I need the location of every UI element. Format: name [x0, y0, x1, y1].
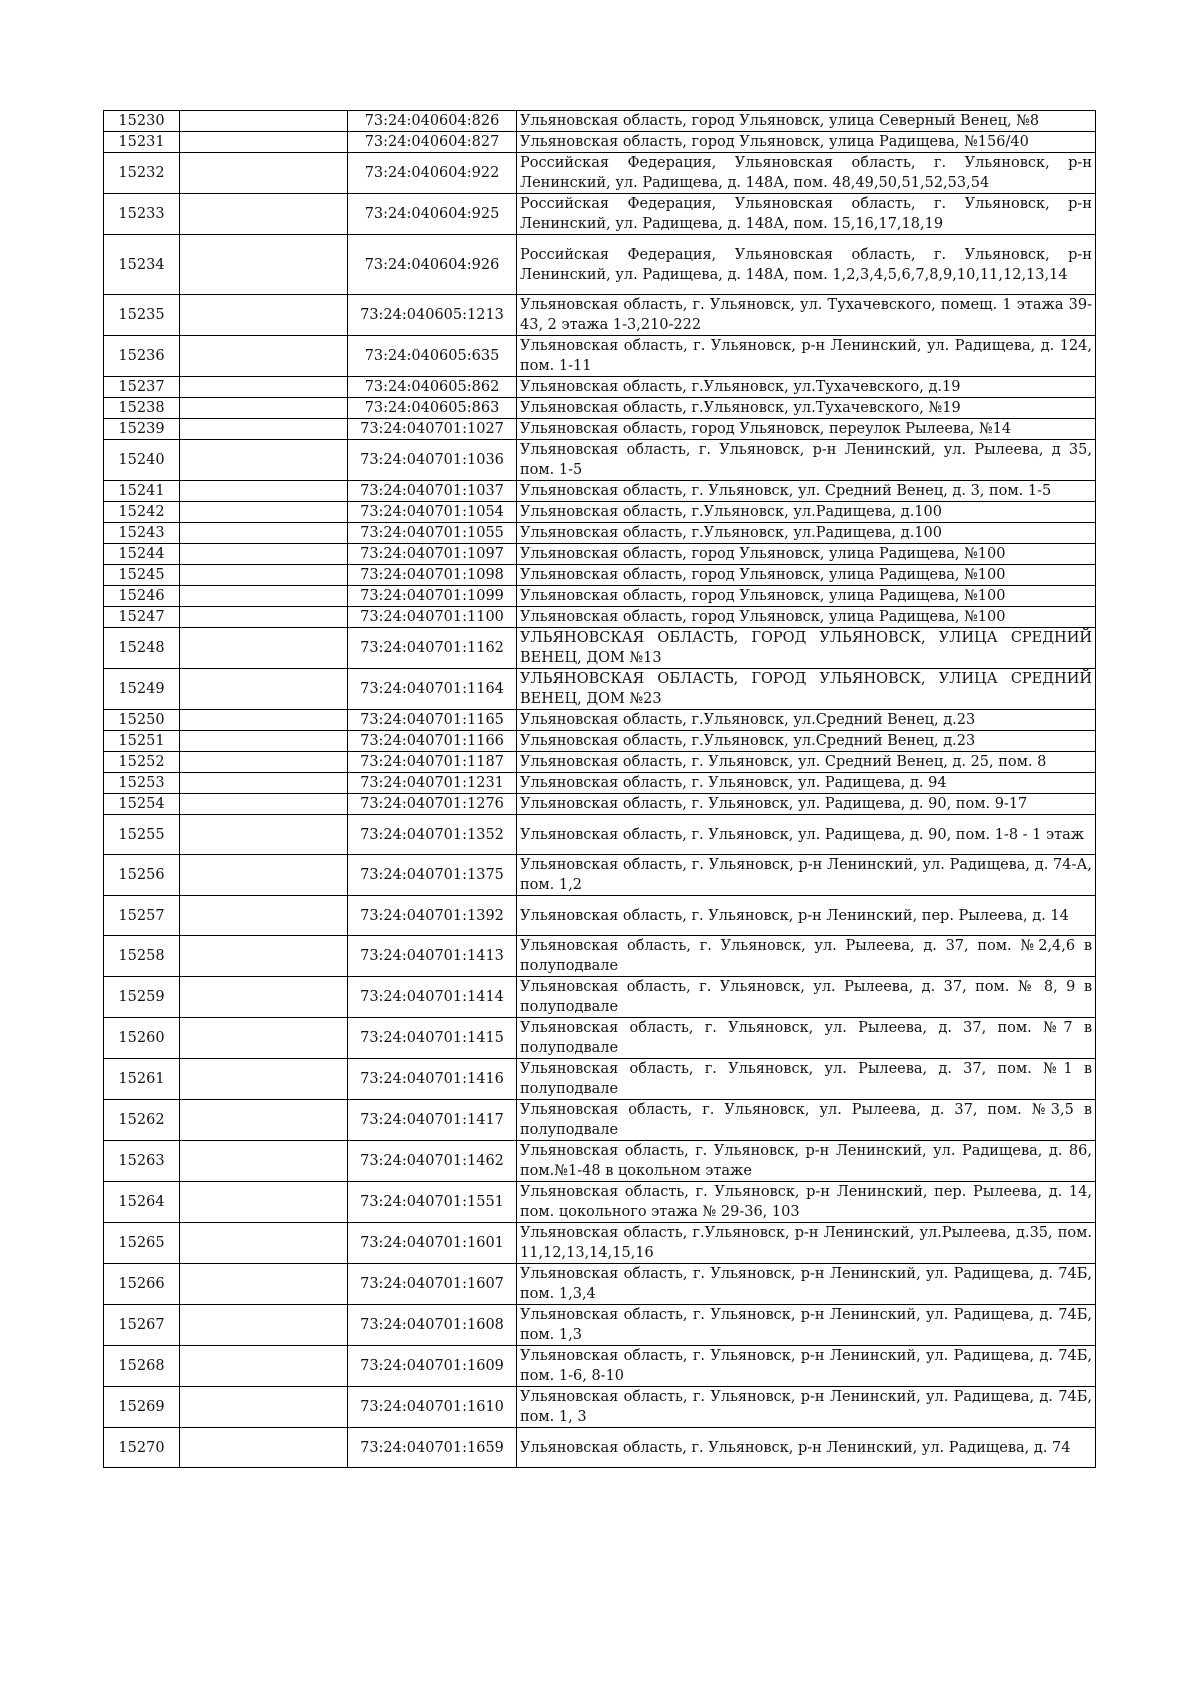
- address: Ульяновская область, город Ульяновск, улица Радищева, №100: [517, 565, 1096, 586]
- empty-cell: [180, 607, 348, 628]
- address: Ульяновская область, г. Ульяновск, р-н Ленинский, ул. Радищева, д. 86, пом.№1-48 в цокольном этаже: [517, 1141, 1096, 1182]
- row-number: 15251: [104, 731, 180, 752]
- cadastral-number: 73:24:040701:1098: [348, 565, 517, 586]
- address: Ульяновская область, г.Ульяновск, ул.Радищева, д.100: [517, 502, 1096, 523]
- address: Российская Федерация, Ульяновская область, г. Ульяновск, р-н Ленинский, ул. Радищева, д. 148А, пом. 1,2,3,4,5,6,7,8,9,10,11,12,13,14: [517, 235, 1096, 295]
- row-number: 15258: [104, 936, 180, 977]
- empty-cell: [180, 419, 348, 440]
- address: Ульяновская область, г. Ульяновск, р-н Ленинский, ул. Радищева, д. 74: [517, 1428, 1096, 1468]
- table-row: [104, 1182, 1096, 1223]
- row-number: 15240: [104, 440, 180, 481]
- table-row: [104, 936, 1096, 977]
- cadastral-number: 73:24:040701:1607: [348, 1264, 517, 1305]
- cadastral-number: 73:24:040701:1165: [348, 710, 517, 731]
- row-number: 15239: [104, 419, 180, 440]
- empty-cell: [180, 440, 348, 481]
- empty-cell: [180, 1059, 348, 1100]
- table-row: [104, 565, 1096, 586]
- cadastral-number: 73:24:040701:1100: [348, 607, 517, 628]
- row-number: 15235: [104, 295, 180, 336]
- row-number: 15263: [104, 1141, 180, 1182]
- cadastral-number: 73:24:040605:862: [348, 377, 517, 398]
- cadastral-number: 73:24:040604:922: [348, 153, 517, 194]
- row-number: 15255: [104, 815, 180, 855]
- cadastral-number: 73:24:040701:1276: [348, 794, 517, 815]
- cadastral-number: 73:24:040701:1231: [348, 773, 517, 794]
- cadastral-number: 73:24:040701:1608: [348, 1305, 517, 1346]
- row-number: 15248: [104, 628, 180, 669]
- row-number: 15267: [104, 1305, 180, 1346]
- cadastral-number: 73:24:040701:1415: [348, 1018, 517, 1059]
- cadastral-number: 73:24:040701:1375: [348, 855, 517, 896]
- empty-cell: [180, 1428, 348, 1468]
- row-number: 15257: [104, 896, 180, 936]
- empty-cell: [180, 132, 348, 153]
- table-row: [104, 440, 1096, 481]
- row-number: 15269: [104, 1387, 180, 1428]
- table-row: [104, 1387, 1096, 1428]
- row-number: 15247: [104, 607, 180, 628]
- cadastral-number: 73:24:040701:1352: [348, 815, 517, 855]
- cadastral-number: 73:24:040701:1609: [348, 1346, 517, 1387]
- address: Ульяновская область, г.Ульяновск, р-н Ленинский, ул.Рылеева, д.35, пом. 11,12,13,14,15,16: [517, 1223, 1096, 1264]
- row-number: 15264: [104, 1182, 180, 1223]
- table-row: [104, 153, 1096, 194]
- row-number: 15254: [104, 794, 180, 815]
- empty-cell: [180, 1387, 348, 1428]
- row-number: 15249: [104, 669, 180, 710]
- empty-cell: [180, 565, 348, 586]
- row-number: 15233: [104, 194, 180, 235]
- address: Ульяновская область, г.Ульяновск, ул.Средний Венец, д.23: [517, 731, 1096, 752]
- address: Ульяновская область, г.Ульяновск, ул.Средний Венец, д.23: [517, 710, 1096, 731]
- address: Ульяновская область, г. Ульяновск, ул. Радищева, д. 90, пом. 1-8 - 1 этаж: [517, 815, 1096, 855]
- cadastral-number: 73:24:040701:1659: [348, 1428, 517, 1468]
- empty-cell: [180, 936, 348, 977]
- empty-cell: [180, 502, 348, 523]
- table-row: [104, 977, 1096, 1018]
- cadastral-number: 73:24:040701:1551: [348, 1182, 517, 1223]
- address: Ульяновская область, город Ульяновск, улица Радищева, №156/40: [517, 132, 1096, 153]
- address: Ульяновская область, г. Ульяновск, р-н Ленинский, ул. Рылеева, д 35, пом. 1-5: [517, 440, 1096, 481]
- empty-cell: [180, 669, 348, 710]
- table-row: [104, 586, 1096, 607]
- empty-cell: [180, 1305, 348, 1346]
- table-row: [104, 295, 1096, 336]
- table-row: [104, 815, 1096, 855]
- empty-cell: [180, 544, 348, 565]
- address: Ульяновская область, г. Ульяновск, ул. Рылеева, д. 37, пом. №1 в полуподвале: [517, 1059, 1096, 1100]
- cadastral-number: 73:24:040701:1097: [348, 544, 517, 565]
- row-number: 15245: [104, 565, 180, 586]
- empty-cell: [180, 752, 348, 773]
- empty-cell: [180, 194, 348, 235]
- cadastral-number: 73:24:040701:1055: [348, 523, 517, 544]
- empty-cell: [180, 1182, 348, 1223]
- empty-cell: [180, 523, 348, 544]
- table-row: [104, 1100, 1096, 1141]
- empty-cell: [180, 855, 348, 896]
- cadastral-number: 73:24:040701:1392: [348, 896, 517, 936]
- address: Ульяновская область, г. Ульяновск, ул. Рылеева, д. 37, пом. № 8, 9 в полуподвале: [517, 977, 1096, 1018]
- empty-cell: [180, 377, 348, 398]
- cadastral-number: 73:24:040701:1036: [348, 440, 517, 481]
- address: Ульяновская область, г. Ульяновск, р-н Ленинский, ул. Радищева, д. 74Б, пом. 1, 3: [517, 1387, 1096, 1428]
- address: УЛЬЯНОВСКАЯ ОБЛАСТЬ, ГОРОД УЛЬЯНОВСК, УЛИЦА СРЕДНИЙ ВЕНЕЦ, ДОМ №23: [517, 669, 1096, 710]
- row-number: 15261: [104, 1059, 180, 1100]
- row-number: 15236: [104, 336, 180, 377]
- empty-cell: [180, 710, 348, 731]
- address: Ульяновская область, г. Ульяновск, ул. Рылеева, д. 37, пом. №3,5 в полуподвале: [517, 1100, 1096, 1141]
- table-row: [104, 1059, 1096, 1100]
- empty-cell: [180, 1264, 348, 1305]
- row-number: 15262: [104, 1100, 180, 1141]
- address: Ульяновская область, город Ульяновск, улица Радищева, №100: [517, 607, 1096, 628]
- cadastral-number: 73:24:040701:1417: [348, 1100, 517, 1141]
- address: Ульяновская область, г. Ульяновск, р-н Ленинский, ул. Радищева, д. 74Б, пом. 1-6, 8-10: [517, 1346, 1096, 1387]
- row-number: 15231: [104, 132, 180, 153]
- address: Ульяновская область, г.Ульяновск, ул.Тухачевского, №19: [517, 398, 1096, 419]
- cadastral-number: 73:24:040701:1416: [348, 1059, 517, 1100]
- address: Ульяновская область, г. Ульяновск, р-н Ленинский, пер. Рылеева, д. 14: [517, 896, 1096, 936]
- cadastral-number: 73:24:040701:1099: [348, 586, 517, 607]
- empty-cell: [180, 896, 348, 936]
- table-row: [104, 628, 1096, 669]
- table-body: [104, 111, 1096, 1468]
- address: Ульяновская область, г. Ульяновск, ул. Средний Венец, д. 3, пом. 1-5: [517, 481, 1096, 502]
- row-number: 15234: [104, 235, 180, 295]
- empty-cell: [180, 794, 348, 815]
- table-row: [104, 731, 1096, 752]
- cadastral-number: 73:24:040701:1187: [348, 752, 517, 773]
- empty-cell: [180, 153, 348, 194]
- table-row: [104, 752, 1096, 773]
- empty-cell: [180, 1346, 348, 1387]
- table-row: [104, 710, 1096, 731]
- empty-cell: [180, 1141, 348, 1182]
- empty-cell: [180, 1100, 348, 1141]
- address: Ульяновская область, г. Ульяновск, ул. Тухачевского, помещ. 1 этажа 39-43, 2 этажа 1-3,210-222: [517, 295, 1096, 336]
- table-row: [104, 398, 1096, 419]
- table-row: [104, 481, 1096, 502]
- table-row: [104, 1428, 1096, 1468]
- table-row: [104, 194, 1096, 235]
- address: Ульяновская область, г.Ульяновск, ул.Тухачевского, д.19: [517, 377, 1096, 398]
- table-row: [104, 502, 1096, 523]
- cadastral-number: 73:24:040701:1414: [348, 977, 517, 1018]
- row-number: 15252: [104, 752, 180, 773]
- table-row: [104, 1141, 1096, 1182]
- table-row: [104, 544, 1096, 565]
- address: Ульяновская область, город Ульяновск, улица Радищева, №100: [517, 544, 1096, 565]
- cadastral-number: 73:24:040701:1601: [348, 1223, 517, 1264]
- cadastral-number: 73:24:040604:925: [348, 194, 517, 235]
- cadastral-registry-table: [103, 110, 1096, 1468]
- cadastral-number: 73:24:040605:635: [348, 336, 517, 377]
- address: Ульяновская область, г. Ульяновск, ул. Средний Венец, д. 25, пом. 8: [517, 752, 1096, 773]
- empty-cell: [180, 295, 348, 336]
- table-row: [104, 1018, 1096, 1059]
- empty-cell: [180, 815, 348, 855]
- row-number: 15238: [104, 398, 180, 419]
- table-row: [104, 132, 1096, 153]
- table-row: [104, 1264, 1096, 1305]
- cadastral-number: 73:24:040701:1054: [348, 502, 517, 523]
- row-number: 15268: [104, 1346, 180, 1387]
- empty-cell: [180, 586, 348, 607]
- address: Ульяновская область, город Ульяновск, улица Радищева, №100: [517, 586, 1096, 607]
- table-row: [104, 794, 1096, 815]
- empty-cell: [180, 1223, 348, 1264]
- table-row: [104, 1223, 1096, 1264]
- cadastral-number: 73:24:040604:827: [348, 132, 517, 153]
- empty-cell: [180, 773, 348, 794]
- address: Российская Федерация, Ульяновская область, г. Ульяновск, р-н Ленинский, ул. Радищева, д. 148А, пом. 15,16,17,18,19: [517, 194, 1096, 235]
- row-number: 15246: [104, 586, 180, 607]
- empty-cell: [180, 398, 348, 419]
- row-number: 15270: [104, 1428, 180, 1468]
- table-row: [104, 523, 1096, 544]
- empty-cell: [180, 1018, 348, 1059]
- row-number: 15242: [104, 502, 180, 523]
- address: Ульяновская область, г. Ульяновск, ул. Рылеева, д. 37, пом. №2,4,6 в полуподвале: [517, 936, 1096, 977]
- address: Российская Федерация, Ульяновская область, г. Ульяновск, р-н Ленинский, ул. Радищева, д. 148А, пом. 48,49,50,51,52,53,54: [517, 153, 1096, 194]
- address: Ульяновская область, г. Ульяновск, ул. Радищева, д. 90, пом. 9-17: [517, 794, 1096, 815]
- table-row: [104, 607, 1096, 628]
- cadastral-number: 73:24:040605:863: [348, 398, 517, 419]
- table-row: [104, 1346, 1096, 1387]
- row-number: 15243: [104, 523, 180, 544]
- address: Ульяновская область, г. Ульяновск, р-н Ленинский, ул. Радищева, д. 74-А, пом. 1,2: [517, 855, 1096, 896]
- cadastral-number: 73:24:040701:1166: [348, 731, 517, 752]
- table-row: [104, 111, 1096, 132]
- empty-cell: [180, 235, 348, 295]
- row-number: 15256: [104, 855, 180, 896]
- row-number: 15237: [104, 377, 180, 398]
- cadastral-number: 73:24:040604:826: [348, 111, 517, 132]
- table-row: [104, 419, 1096, 440]
- table-row: [104, 896, 1096, 936]
- empty-cell: [180, 731, 348, 752]
- address: Ульяновская область, город Ульяновск, переулок Рылеева, №14: [517, 419, 1096, 440]
- table-row: [104, 773, 1096, 794]
- row-number: 15260: [104, 1018, 180, 1059]
- table-row: [104, 377, 1096, 398]
- address: УЛЬЯНОВСКАЯ ОБЛАСТЬ, ГОРОД УЛЬЯНОВСК, УЛИЦА СРЕДНИЙ ВЕНЕЦ, ДОМ №13: [517, 628, 1096, 669]
- row-number: 15250: [104, 710, 180, 731]
- cadastral-number: 73:24:040701:1413: [348, 936, 517, 977]
- row-number: 15232: [104, 153, 180, 194]
- empty-cell: [180, 481, 348, 502]
- empty-cell: [180, 628, 348, 669]
- row-number: 15230: [104, 111, 180, 132]
- row-number: 15266: [104, 1264, 180, 1305]
- empty-cell: [180, 336, 348, 377]
- table-row: [104, 235, 1096, 295]
- cadastral-number: 73:24:040701:1164: [348, 669, 517, 710]
- address: Ульяновская область, г. Ульяновск, р-н Ленинский, ул. Радищева, д. 124, пом. 1-11: [517, 336, 1096, 377]
- address: Ульяновская область, г. Ульяновск, р-н Ленинский, ул. Радищева, д. 74Б, пом. 1,3: [517, 1305, 1096, 1346]
- row-number: 15244: [104, 544, 180, 565]
- row-number: 15265: [104, 1223, 180, 1264]
- table-row: [104, 669, 1096, 710]
- cadastral-number: 73:24:040605:1213: [348, 295, 517, 336]
- empty-cell: [180, 111, 348, 132]
- address: Ульяновская область, г.Ульяновск, ул.Радищева, д.100: [517, 523, 1096, 544]
- table-row: [104, 855, 1096, 896]
- cadastral-number: 73:24:040701:1037: [348, 481, 517, 502]
- table-row: [104, 1305, 1096, 1346]
- empty-cell: [180, 977, 348, 1018]
- row-number: 15253: [104, 773, 180, 794]
- cadastral-number: 73:24:040701:1162: [348, 628, 517, 669]
- cadastral-number: 73:24:040604:926: [348, 235, 517, 295]
- address: Ульяновская область, г. Ульяновск, ул. Радищева, д. 94: [517, 773, 1096, 794]
- address: Ульяновская область, город Ульяновск, улица Северный Венец, №8: [517, 111, 1096, 132]
- table-row: [104, 336, 1096, 377]
- row-number: 15259: [104, 977, 180, 1018]
- row-number: 15241: [104, 481, 180, 502]
- address: Ульяновская область, г. Ульяновск, р-н Ленинский, ул. Радищева, д. 74Б, пом. 1,3,4: [517, 1264, 1096, 1305]
- cadastral-number: 73:24:040701:1027: [348, 419, 517, 440]
- address: Ульяновская область, г. Ульяновск, р-н Ленинский, пер. Рылеева, д. 14, пом. цокольного этажа № 29-36, 103: [517, 1182, 1096, 1223]
- address: Ульяновская область, г. Ульяновск, ул. Рылеева, д. 37, пом. №7 в полуподвале: [517, 1018, 1096, 1059]
- cadastral-number: 73:24:040701:1462: [348, 1141, 517, 1182]
- cadastral-number: 73:24:040701:1610: [348, 1387, 517, 1428]
